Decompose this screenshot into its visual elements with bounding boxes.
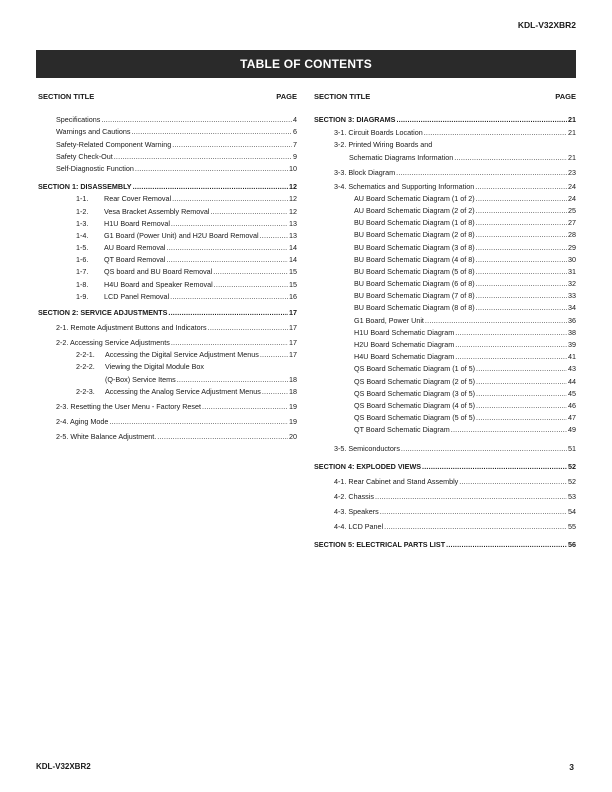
toc-section-entry[interactable]: SECTION 3: DIAGRAMS ..... 21 — [314, 112, 576, 124]
section-title-heading: SECTION TITLE — [314, 92, 371, 101]
left-column-header — [38, 92, 297, 112]
toc-entry[interactable]: BU Board Schematic Diagram (5 of 8) ..... 31 — [354, 264, 576, 276]
toc-entry[interactable]: Warnings and Cautions ..... 6 — [56, 124, 297, 136]
toc-entry[interactable]: BU Board Schematic Diagram (3 of 8) ..... 29 — [354, 239, 576, 251]
toc-entry[interactable]: H4U Board Schematic Diagram ..... 41 — [354, 349, 576, 361]
toc-entry[interactable]: QS Board Schematic Diagram (2 of 5) ..... 44 — [354, 373, 576, 385]
header-model-number: KDL-V32XBR2 — [517, 20, 576, 30]
toc-entry[interactable]: 4-4. LCD Panel ..... 55 — [334, 516, 576, 531]
right-column-header — [314, 92, 576, 112]
toc-entry[interactable]: QS Board Schematic Diagram (1 of 5) ..... 43 — [354, 361, 576, 373]
toc-entry[interactable]: AU Board Schematic Diagram (2 of 2) ..... 25 — [354, 203, 576, 215]
toc-entry[interactable]: 3-5. Semiconductors ..... 51 — [334, 440, 576, 452]
toc-entry[interactable]: 3-1. Circuit Boards Location ..... 21 — [334, 124, 576, 137]
toc-entry[interactable]: Specifications ..... 4 — [56, 112, 297, 124]
toc-entry[interactable]: 4-3. Speakers ..... 54 — [334, 501, 576, 516]
toc-entry[interactable]: H2U Board Schematic Diagram ..... 39 — [354, 337, 576, 349]
toc-entry[interactable]: 1-9. LCD Panel Removal ..... 16 — [76, 289, 297, 301]
toc-entry[interactable]: 2-2. Accessing Service Adjustments ..... 17 — [56, 332, 297, 347]
toc-right-column — [314, 92, 576, 549]
toc-section-entry[interactable]: SECTION 1: DISASSEMBLY ..... 12 — [38, 179, 297, 191]
toc-entry[interactable]: 2-2-3. Accessing the Analog Service Adjustment Menus ..... 18 — [76, 384, 297, 396]
toc-entry[interactable]: 4-1. Rear Cabinet and Stand Assembly ..... 52 — [334, 471, 576, 486]
page-heading: PAGE — [276, 92, 297, 101]
toc-entry[interactable]: G1 Board, Power Unit ..... 36 — [354, 312, 576, 324]
toc-entry[interactable]: BU Board Schematic Diagram (1 of 8) ..... 27 — [354, 215, 576, 227]
toc-entry[interactable]: 2-2-1. Accessing the Digital Service Adjustment Menus ..... 17 — [76, 347, 297, 359]
toc-entry[interactable]: 1-4. G1 Board (Power Unit) and H2U Board Removal ..... 13 — [76, 228, 297, 240]
toc-entry[interactable]: 2-4. Aging Mode ..... 19 — [56, 411, 297, 426]
toc-entry[interactable]: 1-5. AU Board Removal ..... 14 — [76, 240, 297, 252]
toc-entry-continuation[interactable]: Schematic Diagrams Information ..... 21 — [334, 149, 576, 161]
toc-entry[interactable]: 2-3. Resetting the User Menu - Factory Reset ..... 19 — [56, 396, 297, 411]
toc-entry[interactable]: QT Board Schematic Diagram ..... 49 — [354, 422, 576, 434]
toc-entry[interactable]: 1-3. H1U Board Removal ..... 13 — [76, 216, 297, 228]
toc-section-entry[interactable]: SECTION 4: EXPLODED VIEWS ..... 52 — [314, 459, 576, 471]
toc-left-column — [38, 92, 297, 441]
toc-entry[interactable]: 2-1. Remote Adjustment Buttons and Indicators ..... 17 — [56, 317, 297, 332]
toc-entry[interactable]: 1-7. QS board and BU Board Removal ..... 15 — [76, 264, 297, 276]
toc-entry[interactable]: Self-Diagnostic Function ..... 10 — [56, 161, 297, 173]
toc-section-entry[interactable]: SECTION 5: ELECTRICAL PARTS LIST ..... 56 — [314, 537, 576, 549]
toc-entry[interactable]: 1-2. Vesa Bracket Assembly Removal ..... 12 — [76, 203, 297, 215]
toc-entry[interactable]: 3-3. Block Diagram ..... 23 — [334, 162, 576, 177]
page-heading: PAGE — [555, 92, 576, 101]
toc-entry-continuation[interactable]: (Q-Box) Service Items ..... 18 — [76, 371, 297, 383]
toc-entry[interactable]: 1-1. Rear Cover Removal ..... 12 — [76, 191, 297, 203]
toc-entry-multiline[interactable]: 2-2-2. Viewing the Digital Module Box — [76, 362, 204, 372]
toc-entry[interactable]: 3-4. Schematics and Supporting Information ..... 24 — [334, 177, 576, 191]
toc-entry[interactable]: BU Board Schematic Diagram (4 of 8) ..... 30 — [354, 252, 576, 264]
toc-entry[interactable]: Safety Check-Out ..... 9 — [56, 149, 297, 161]
toc-entry[interactable]: 1-6. QT Board Removal ..... 14 — [76, 252, 297, 264]
toc-entry[interactable]: BU Board Schematic Diagram (8 of 8) ..... 34 — [354, 300, 576, 312]
section-title-heading: SECTION TITLE — [38, 92, 95, 101]
toc-entry[interactable]: QS Board Schematic Diagram (5 of 5) ..... 47 — [354, 410, 576, 422]
toc-entry[interactable]: BU Board Schematic Diagram (2 of 8) ..... 28 — [354, 227, 576, 239]
toc-section-entry[interactable]: SECTION 2: SERVICE ADJUSTMENTS ..... 17 — [38, 305, 297, 317]
toc-entry[interactable]: QS Board Schematic Diagram (3 of 5) ..... 45 — [354, 386, 576, 398]
toc-entry-multiline[interactable]: 3-2. Printed Wiring Boards and — [334, 140, 433, 150]
footer-model-number: KDL-V32XBR2 — [36, 762, 91, 771]
toc-entry[interactable]: H1U Board Schematic Diagram ..... 38 — [354, 325, 576, 337]
toc-entry[interactable]: 1-8. H4U Board and Speaker Removal ..... 15 — [76, 276, 297, 288]
toc-entry[interactable]: QS Board Schematic Diagram (4 of 5) ..... 46 — [354, 398, 576, 410]
page-number: 3 — [569, 762, 574, 772]
toc-entry[interactable]: 4-2. Chassis ..... 53 — [334, 486, 576, 501]
toc-entry[interactable]: BU Board Schematic Diagram (7 of 8) ..... 33 — [354, 288, 576, 300]
toc-entry[interactable]: BU Board Schematic Diagram (6 of 8) ..... 32 — [354, 276, 576, 288]
toc-entry[interactable]: Safety-Related Component Warning ..... 7 — [56, 136, 297, 148]
toc-entry[interactable]: 2-5. White Balance Adjustment. ..... 20 — [56, 426, 297, 441]
toc-title-banner: TABLE OF CONTENTS — [36, 50, 576, 78]
toc-entry[interactable]: AU Board Schematic Diagram (1 of 2) ..... 24 — [354, 191, 576, 203]
